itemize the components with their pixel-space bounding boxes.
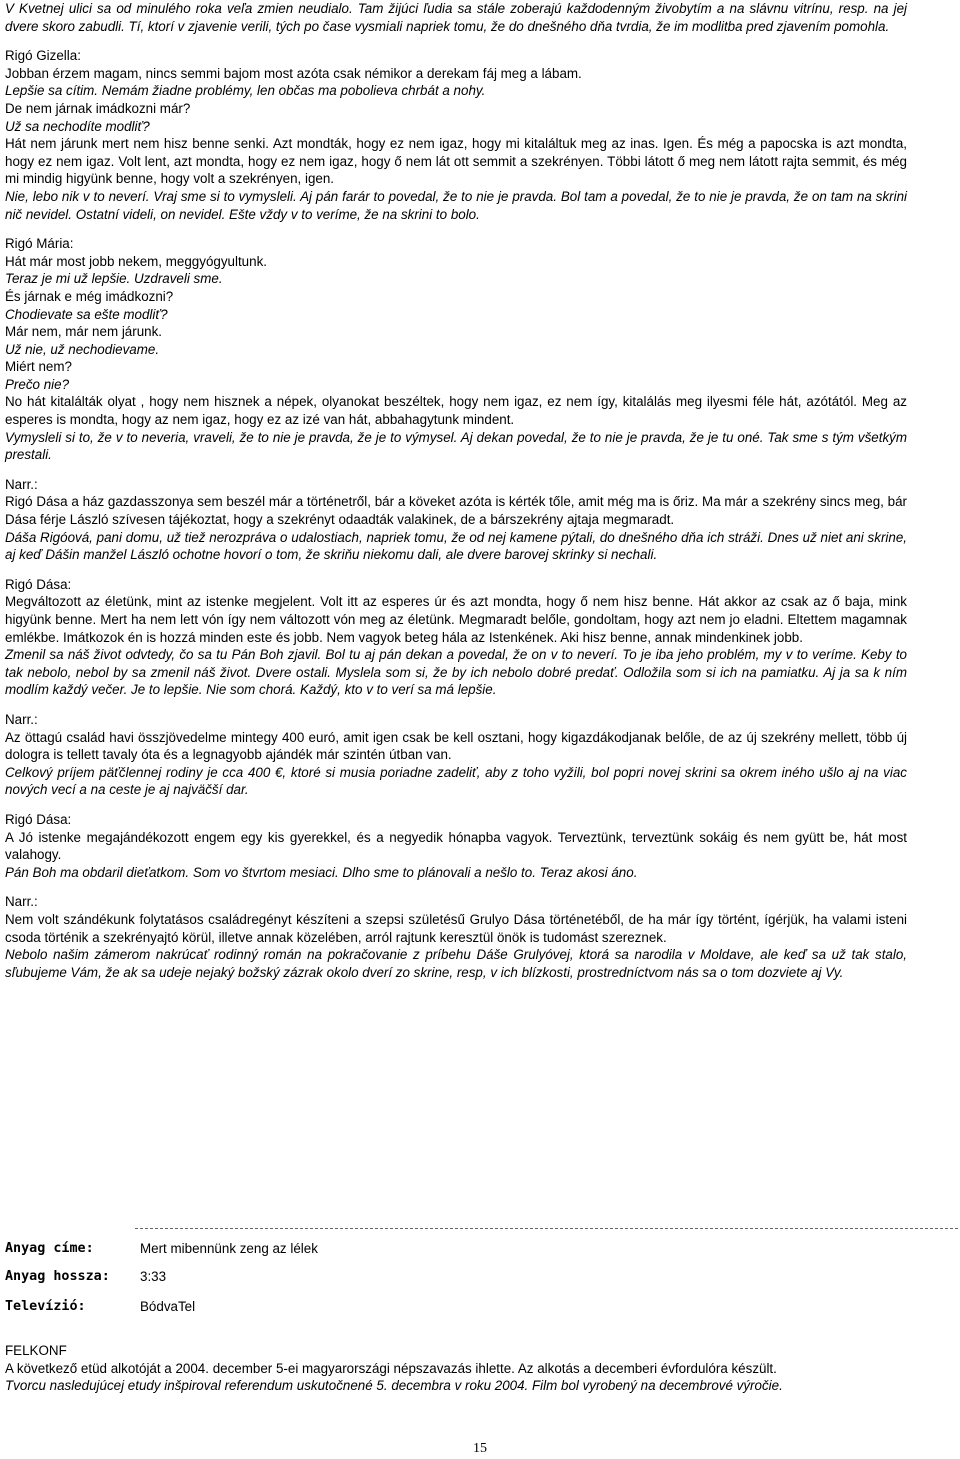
paragraph-gap (5, 881, 907, 893)
hungarian-paragraph: És járnak e még imádkozni? (5, 288, 174, 304)
slovak-paragraph: Lepšie sa cítim. Nemám žiadne problémy, len občas ma pobolieva chrbát a nohy. (5, 83, 486, 99)
metadata-row-length (5, 1269, 960, 1289)
slovak-paragraph: Už nie, už nechodievame. (5, 341, 160, 357)
hungarian-paragraph: Megváltozott az életünk, mint az istenke megjelent. Volt itt az esperes úr és azt mondta, hogy ő nem hisz benne. Hát akkor az csak az ő baja, mink higyünk benne. Mert ha nem lett vón így nem változott vón meg az életünk. Megmaradt belőle, gondoltam, hogy azt nem jo eladni. Eltettem magamnak emlékbe. Imátkozok én is hozzá minden este és jobb. Nem vagyok beteg hála az Istenkének. Aki hisz benne, annak mindenkinek jobb. (5, 594, 907, 645)
hungarian-paragraph: Az öttagú család havi összjövedelme mintegy 400 euró, amit igen csak be kell osztani, hogy kigazdákodjanak belőle, de az új szekrény mellett, több új dologra is tellett tavaly óta és a legnagyobb ajándék már szintén útban van. (5, 729, 907, 763)
metadata-row-title (5, 1241, 960, 1261)
hungarian-paragraph: Rigó Gizella: (5, 48, 81, 64)
hungarian-paragraph: A Jó istenke megajándékozott engem egy kis gyerekkel, és a negyedik hónapba vagyok. Terveztünk, terveztünk sokáig és nem gyütt be, hát most valahogy. (5, 829, 907, 863)
hungarian-paragraph: Narr.: (5, 476, 38, 492)
hungarian-paragraph: Rigó Dása: (5, 576, 72, 592)
paragraph-gap (5, 799, 907, 811)
hungarian-paragraph: Már nem, már nem járunk. (5, 324, 163, 340)
felkonf-section (5, 1342, 907, 1395)
hungarian-paragraph: Hát nem járunk mert nem hisz benne senki. Azt mondták, hogy ez nem igaz, hogy mi kitaláltuk meg az inas. Igen. És még a papocska is azt mondta, hogy ez nem igaz. Volt lent, azt mondta, hogy ez nem igaz, hogy ő nem lát ott semmit a szekrényen. Többi látott ő meg nem látott rajta semmit, és még mi mindig higyünk benne, hogy volt a szekrényen, igen. (5, 136, 907, 187)
hungarian-paragraph: Narr.: (5, 894, 38, 910)
paragraph-gap (5, 223, 907, 235)
paragraph-gap (5, 35, 907, 47)
felkonf-hungarian: A következő etüd alkotóját a 2004. december 5-ei magyarországi népszavazás ihlette. Az alkotás a decemberi évfordulóra készült. (5, 1360, 777, 1376)
hungarian-paragraph: Nem volt szándékunk folytatásos családregényt készíteni a szepsi születésű Grulyo Dása történetéből, de ha már így történt, ígérjük, ha valami isteni csoda történik a szekrényajtó körül, illetve annak közelében, arról rajtunk keresztül önök is tudomást szereznek. (5, 911, 907, 945)
hungarian-paragraph: Hát már most jobb nekem, meggyógyultunk. (5, 253, 267, 269)
slovak-paragraph: Zmenil sa náš život odvtedy, čo sa tu Pán Boh zjavil. Bol tu aj pán dekan a povedal, že on v to neverí. To je iba jeho problém, my v to veríme. Keby to tak nebolo, nebol by sa zmenil náš život. Dvere ostali. Myslela som si, že by ich nebolo dobré predať. Odložila som si ich na pamiatku. Aj ja sa k ním modlím každý večer. Je to lepšie. Nie som chorá. Každý, kto v to verí sa má lepšie. (5, 647, 907, 698)
slovak-paragraph: Dáša Rigóová, pani domu, už tiež nerozpráva o udalostiach, napriek tomu, že od nej kamene pýtali, do dnešného dňa ich stráži. Dnes už niet ani skrine, aj keď Dášin manžel László ochotne hovorí o tom, že skriňu niekomu dali, ale dvere barovej skrinky si nechali. (5, 529, 907, 563)
slovak-paragraph: Nie, lebo nik v to neverí. Vraj sme si to vymysleli. Aj pán farár to povedal, že to nie je pravda. Bol tam a povedal, že to nie je pravda, že on tam na skrini nič nevidel. Ostatní videli, on nevidel. Ešte vždy v to veríme, že na skrini to bolo. (5, 188, 907, 222)
paragraph-gap (5, 464, 907, 476)
hungarian-paragraph: Miért nem? (5, 359, 72, 375)
slovak-paragraph: V Kvetnej ulici sa od minulého roka veľa zmien neudialo. Tam žijúci ľudia sa stále zoberajú každodenným živobytím a na slávnu vitrínu, resp. na jej dvere skoro zabudli. Tí, ktorí v zjavenie verili, tých po čase vysmiali napriek tomu, že do dnešného dňa tvrdia, že im modlitba pred zjavením pomohla. (5, 1, 907, 34)
hungarian-paragraph: Rigó Mária: (5, 236, 74, 252)
felkonf-slovak: Tvorcu nasledujúcej etudy inšpiroval referendum uskutočnené 5. decembra v roku 2004. Film bol vyrobený na decembrové výročie. (5, 1378, 783, 1394)
slovak-paragraph: Chodievate sa ešte modliť? (5, 306, 168, 322)
hungarian-paragraph: Jobban érzem magam, nincs semmi bajom most azóta csak némikor a derekam fáj meg a lábam. (5, 65, 582, 81)
slovak-paragraph: Nebolo našim zámerom nakrúcať rodinný román na pokračovanie z príbehu Dáše Grulyóvej, ktorá sa narodila v Moldave, ale keď sa už tak stalo, sľubujeme Vám, že ak sa udeje nejaký božský zázrak okolo dverí zo skrine, resp, v ich blízkosti, prostredníctvom nás sa o tom dozviete aj Vy. (5, 947, 907, 980)
tv-value: BódvaTel (140, 1299, 196, 1314)
title-value: Mert mibennünk zeng az lélek (140, 1241, 318, 1256)
dashed-rule (135, 1228, 958, 1229)
metadata-row-tv (5, 1299, 960, 1319)
hungarian-paragraph: De nem járnak imádkozni már? (5, 100, 191, 116)
slovak-paragraph: Už sa nechodíte modliť? (5, 118, 150, 134)
slovak-paragraph: Vymysleli si to, že v to neveria, vraveli, že to nie je pravda, že je to výmysel. Aj dekan povedal, že to nie je pravda, že je tu oné. Tak sme s tým všetkým prestali. (5, 429, 907, 463)
paragraph-gap (5, 699, 907, 711)
length-value: 3:33 (140, 1269, 167, 1284)
paragraph-gap (5, 564, 907, 576)
hungarian-paragraph: Rigó Dása a ház gazdasszonya sem beszél már a történetről, bár a köveket azóta is kérték tőle, amit még ma is őriz. Ma már a szekrény sincs meg, bár Dása férje László szívesen tájékoztat, hogy a szekrényt odaadták valakinek, de a bárszekrény ajtaja megmaradt. (5, 494, 907, 528)
hungarian-paragraph: Rigó Dása: (5, 811, 72, 827)
length-label: Anyag hossza: (5, 1269, 110, 1284)
slovak-paragraph: Prečo nie? (5, 376, 70, 392)
slovak-paragraph: Teraz je mi už lepšie. Uzdraveli sme. (5, 271, 223, 287)
body-text (5, 0, 907, 981)
felkonf-heading: FELKONF (5, 1343, 67, 1358)
title-label: Anyag címe: (5, 1241, 94, 1256)
hungarian-paragraph: No hát kitalálták olyat , hogy nem hisznek a népek, olyanokat beszéltek, hogy nem igaz, ez nem így, kitalálás meg ilyesmi féle hát, azótától. Meg az esperes is mondta, hogy az nem igaz, hogy ez az izé van hát, abbahagytunk mindent. (5, 394, 907, 428)
tv-label: Televízió: (5, 1299, 86, 1314)
slovak-paragraph: Celkový príjem päťčlennej rodiny je cca 400 €, ktoré si musia poriadne zadeliť, aby z toho vyžili, bol popri novej skrini sa okrem iného ušlo aj na viac nových vecí a na ceste je aj najväčší dar. (5, 764, 907, 798)
slovak-paragraph: Pán Boh ma obdaril dieťatkom. Som vo štvrtom mesiaci. Dlho sme to plánovali a nešlo to. Teraz akosi áno. (5, 864, 638, 880)
hungarian-paragraph: Narr.: (5, 711, 38, 727)
page-number: 15 (473, 1441, 487, 1456)
